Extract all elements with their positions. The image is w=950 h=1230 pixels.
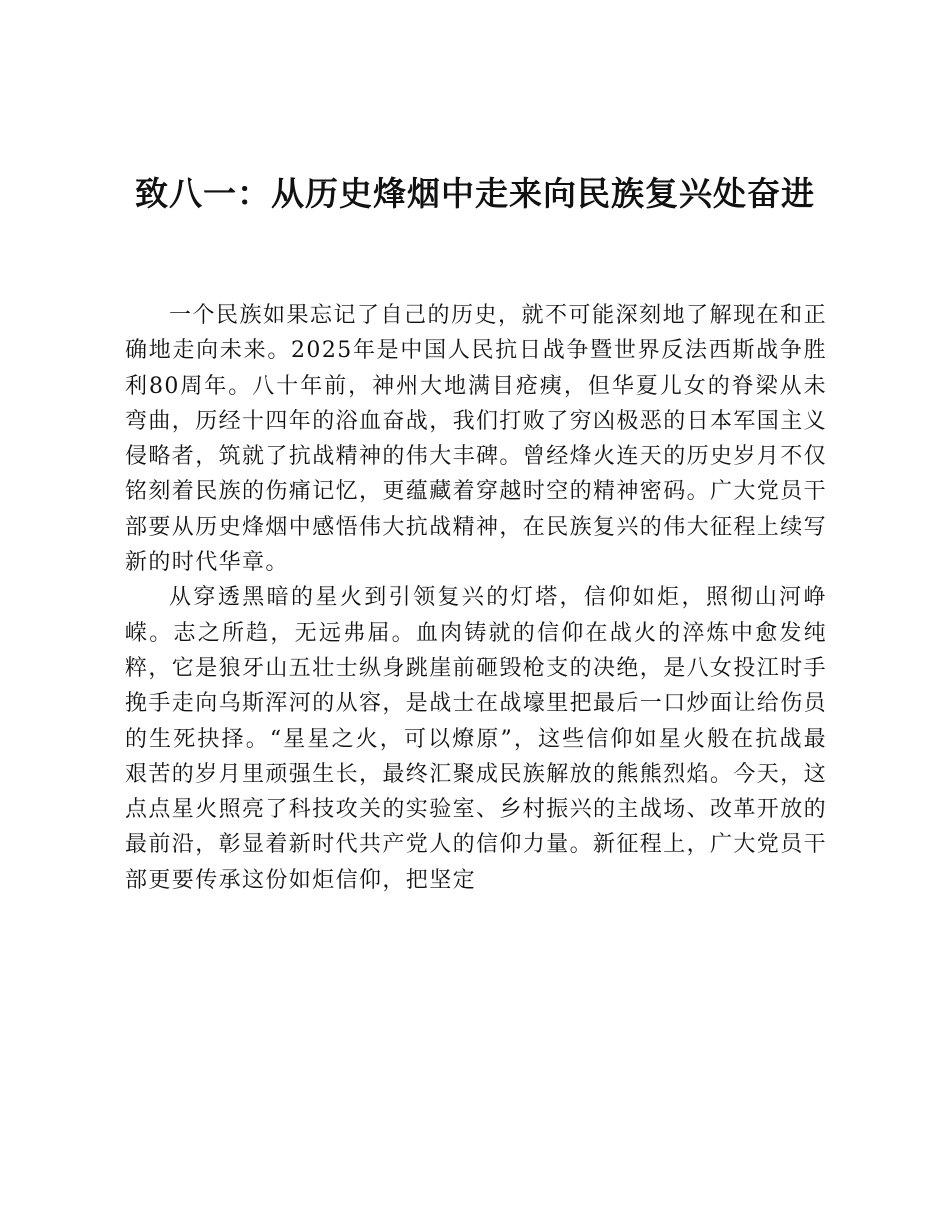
document-body xyxy=(125,298,827,898)
paragraph-2: 从穿透黑暗的星火到引领复兴的灯塔，信仰如炬，照彻山河峥嵘。志之所趋，无远弗届。血肉铸就的信仰在战火的淬炼中愈发纯粹，它是狼牙山五壮士纵身跳崖前砸毁枪支的决绝，是八女投江时手挽手走向乌斯浑河的从容，是战士在战壕里把最后一口炒面让给伤员的生死抉择。“星星之火，可以燎原”，这些信仰如星火般在抗战最艰苦的岁月里顽强生长，最终汇聚成民族解放的熊熊烈焰。今天，这点点星火照亮了科技攻关的实验室、乡村振兴的主战场、改革开放的最前沿，彰显着新时代共产党人的信仰力量。新征程上，广大党员干部更要传承这份如炬信仰，把坚定 xyxy=(125,585,828,893)
paragraph-1: 一个民族如果忘记了自己的历史，就不可能深刻地了解现在和正确地走向未来。2025年是中国人民抗日战争暨世界反法西斯战争胜利80周年。八十年前，神州大地满目疮痍，但华夏儿女的脊梁从未弯曲，历经十四年的浴血奋战，我们打败了穷凶极恶的日本军国主义侵略者，筑就了抗战精神的伟大丰碑。曾经烽火连天的历史岁月不仅铭刻着民族的伤痛记忆，更蕴藏着穿越时空的精神密码。广大党员干部要从历史烽烟中感悟伟大抗战精神，在民族复兴的伟大征程上续写新的时代华章。 xyxy=(125,303,828,576)
document-title: 致八一：从历史烽烟中走来向民族复兴处奋进 xyxy=(135,174,815,213)
